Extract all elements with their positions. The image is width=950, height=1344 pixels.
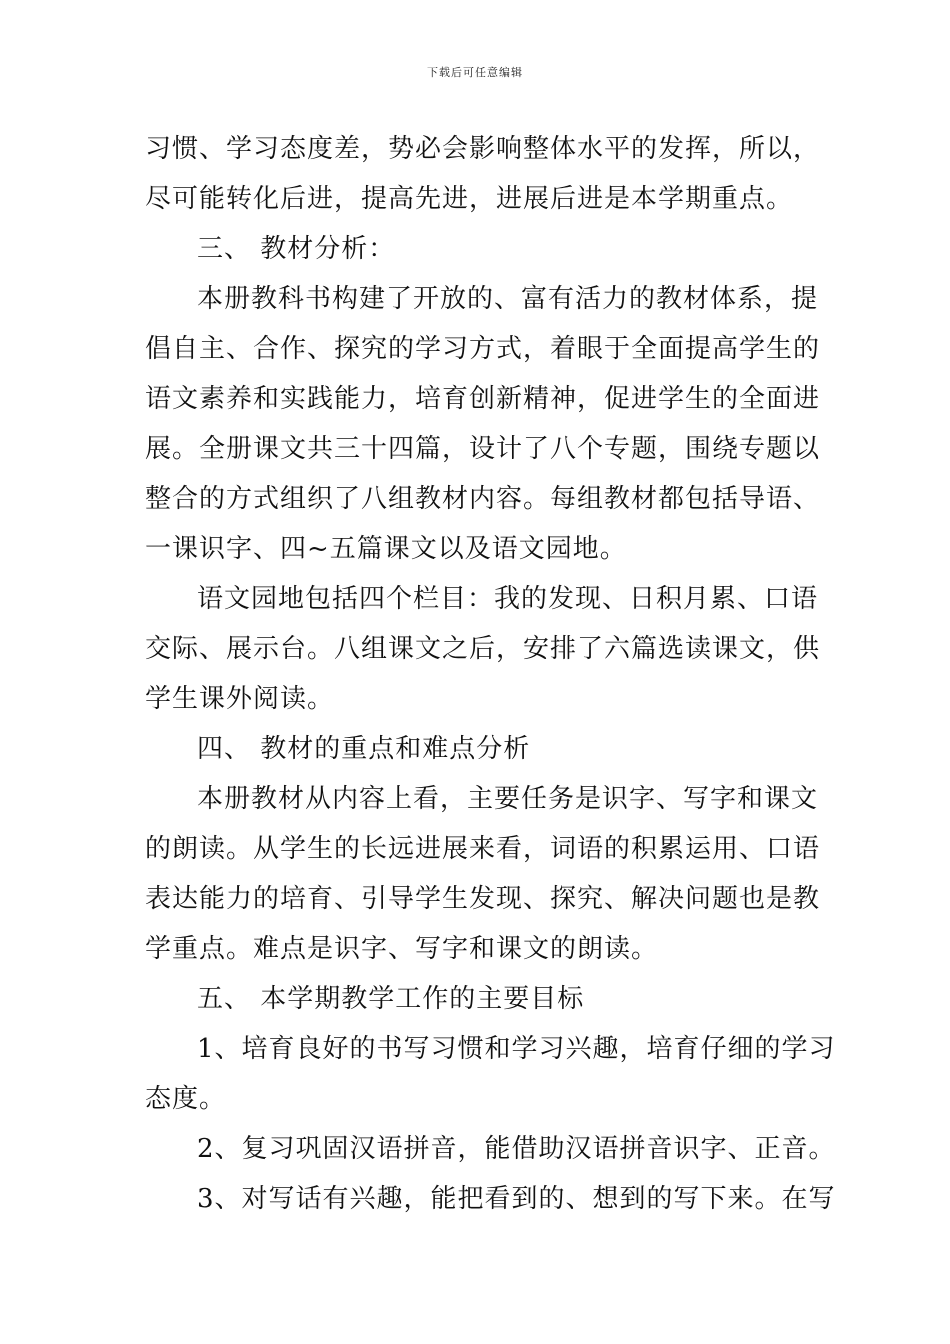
text-line: 整合的方式组织了八组教材内容。每组教材都包括导语、 — [145, 484, 821, 514]
text-line: 展。全册课文共三十四篇，设计了八个专题，围绕专题以 — [145, 434, 821, 464]
text-line: 学重点。难点是识字、写字和课文的朗读。 — [145, 934, 659, 964]
text-line: 的朗读。从学生的长远进展来看，词语的积累运用、口语 — [145, 834, 821, 864]
list-item: 2、复习巩固汉语拼音，能借助汉语拼音识字、正音。 — [197, 1134, 836, 1164]
text-line: 交际、展示台。八组课文之后，安排了六篇选读课文，供 — [145, 634, 821, 664]
text-line: 学生课外阅读。 — [145, 684, 335, 714]
text-line: 本册教科书构建了开放的、富有活力的教材体系，提 — [197, 284, 819, 314]
text-line: 习惯、学习态度差，势必会影响整体水平的发挥，所以， — [145, 134, 821, 164]
text-line: 表达能力的培育、引导学生发现、探究、解决问题也是教 — [145, 884, 821, 914]
text-line: 本册教材从内容上看，主要任务是识字、写字和课文 — [197, 784, 819, 814]
section-heading: 三、 教材分析： — [197, 234, 396, 264]
list-item: 3、对写话有兴趣，能把看到的、想到的写下来。在写 — [197, 1184, 836, 1214]
text-line: 语文园地包括四个栏目：我的发现、日积月累、口语 — [197, 584, 819, 614]
list-item: 1、培育良好的书写习惯和学习兴趣，培育仔细的学习 — [197, 1034, 836, 1064]
text-line: 尽可能转化后进，提高先进，进展后进是本学期重点。 — [145, 184, 794, 214]
section-heading: 五、 本学期教学工作的主要目标 — [197, 984, 585, 1014]
text-line: 态度。 — [145, 1084, 227, 1114]
page-header: 下载后可任意编辑 — [427, 66, 523, 79]
section-heading: 四、 教材的重点和难点分析 — [197, 734, 531, 764]
text-line: 一课识字、四~五篇课文以及语文园地。 — [145, 534, 627, 564]
text-line: 语文素养和实践能力，培育创新精神，促进学生的全面进 — [145, 384, 821, 414]
text-line: 倡自主、合作、探究的学习方式，着眼于全面提高学生的 — [145, 334, 821, 364]
document-body — [145, 124, 836, 1224]
